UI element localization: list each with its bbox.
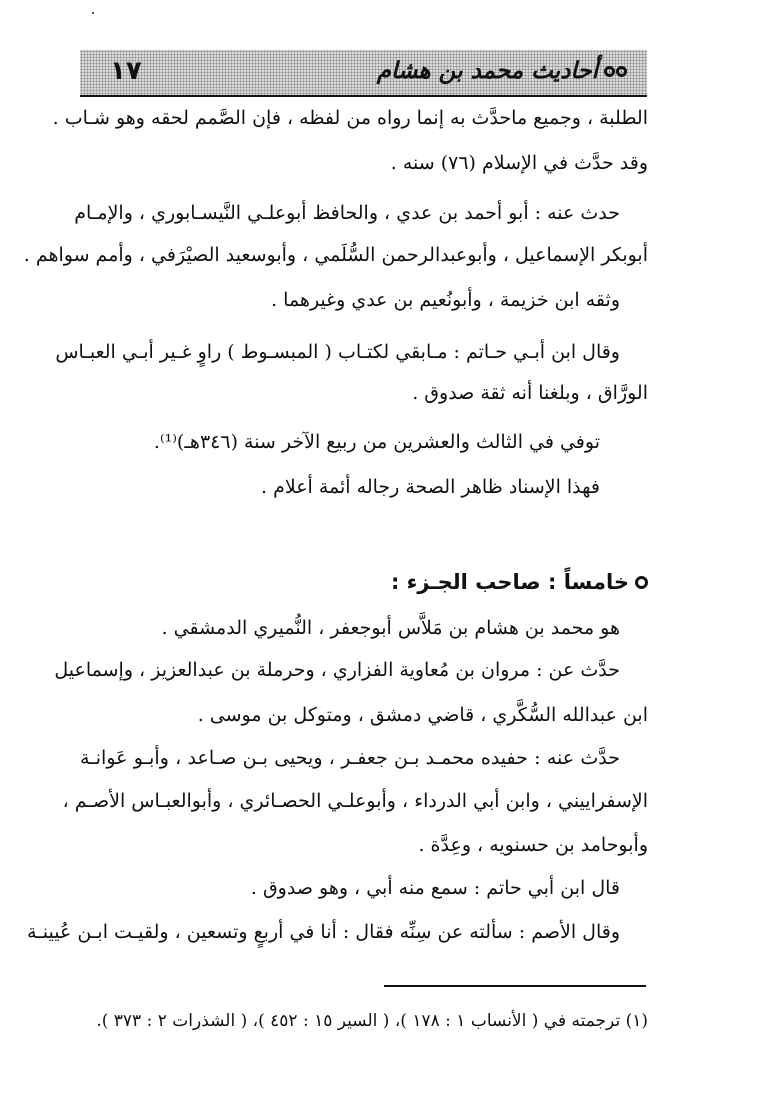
section-line: ابن عبدالله السُّكَّري ، قاضي دمشق ، ومتوكل بن موسى . <box>197 704 648 726</box>
circle-bullet-icon <box>635 576 648 589</box>
section-heading <box>391 567 648 597</box>
paragraph-line: الورَّاق ، وبلغنا أنه ثقة صدوق . <box>412 382 648 404</box>
page-header <box>80 50 647 97</box>
footnote: (١) ترجمته في ( الأنساب ١ : ١٧٨ )، ( السير ١٥ : ٤٥٢ )، ( الشذرات ٢ : ٣٧٣ ). <box>96 1011 648 1031</box>
scan-speck <box>92 12 94 14</box>
section-line: وقال الأصم : سألته عن سِنِّه فقال : أنا في أربعٍ وتسعين ، ولقيـت ابـن عُيينـة <box>27 921 620 943</box>
double-circle-icon <box>604 66 627 77</box>
section-line: وأبوحامد بن حسنويه ، وعِدَّة . <box>418 834 648 856</box>
paragraph-line: وقد حدَّث في الإسلام (٧٦) سنه . <box>390 152 648 174</box>
paragraph-line: وثقه ابن خزيمة ، وأبونُعيم بن عدي وغيرهما . <box>271 289 620 311</box>
section-line: حدَّث عنه : حفيده محمـد بـن جعفـر ، ويحيى بـن صـاعد ، وأبـو عَوانـة <box>80 747 620 769</box>
paragraph-line: وقال ابن أبـي حـاتم : مـابقي لكتـاب ( المبسـوط ) راوٍ غـير أبـي العبـاس <box>55 341 620 363</box>
paragraph-line: فهذا الإسناد ظاهر الصحة رجاله أئمة أعلام . <box>261 476 600 498</box>
section-heading-text: خامساً : صاحب الجـزء : <box>390 570 629 594</box>
page-number: ١٧ <box>110 56 142 86</box>
running-title-text: أحاديث محمد بن هشام <box>376 58 598 84</box>
running-title <box>377 58 627 84</box>
section-line: حدَّث عن : مروان بن مُعاوية الفزاري ، وحرملة بن عبدالعزيز ، وإسماعيل <box>54 659 620 681</box>
section-line: هو محمد بن هشام بن مَلاَّس أبوجعفر ، النُّميري الدمشقي . <box>161 617 620 639</box>
paragraph-line: أبوبكر الإسماعيل ، وأبوعبدالرحمن السُّلَمي ، وأبوسعيد الصيْرَفي ، وأمم سواهم . <box>23 244 648 266</box>
section-line: الإسفراييني ، وابن أبي الدرداء ، وأبوعلـي الحصـائري ، وأبوالعبـاس الأصـم ، <box>62 790 648 812</box>
paragraph-line: حدث عنه : أبو أحمد بن عدي ، والحافظ أبوعلـي النَّيسـابوري ، والإمـام <box>74 202 620 224</box>
footnote-separator <box>384 985 646 987</box>
paragraph-line: توفي في الثالث والعشرين من ربيع الآخر سنة (٣٤٦هـ)⁽¹⁾. <box>153 431 600 453</box>
section-line: قال ابن أبي حاتم : سمع منه أبي ، وهو صدوق . <box>250 877 620 899</box>
paragraph-line: الطلبة ، وجميع ماحدَّث به إنما رواه من لفظه ، فإن الصَّمم لحقه وهو شـاب . <box>52 107 648 129</box>
